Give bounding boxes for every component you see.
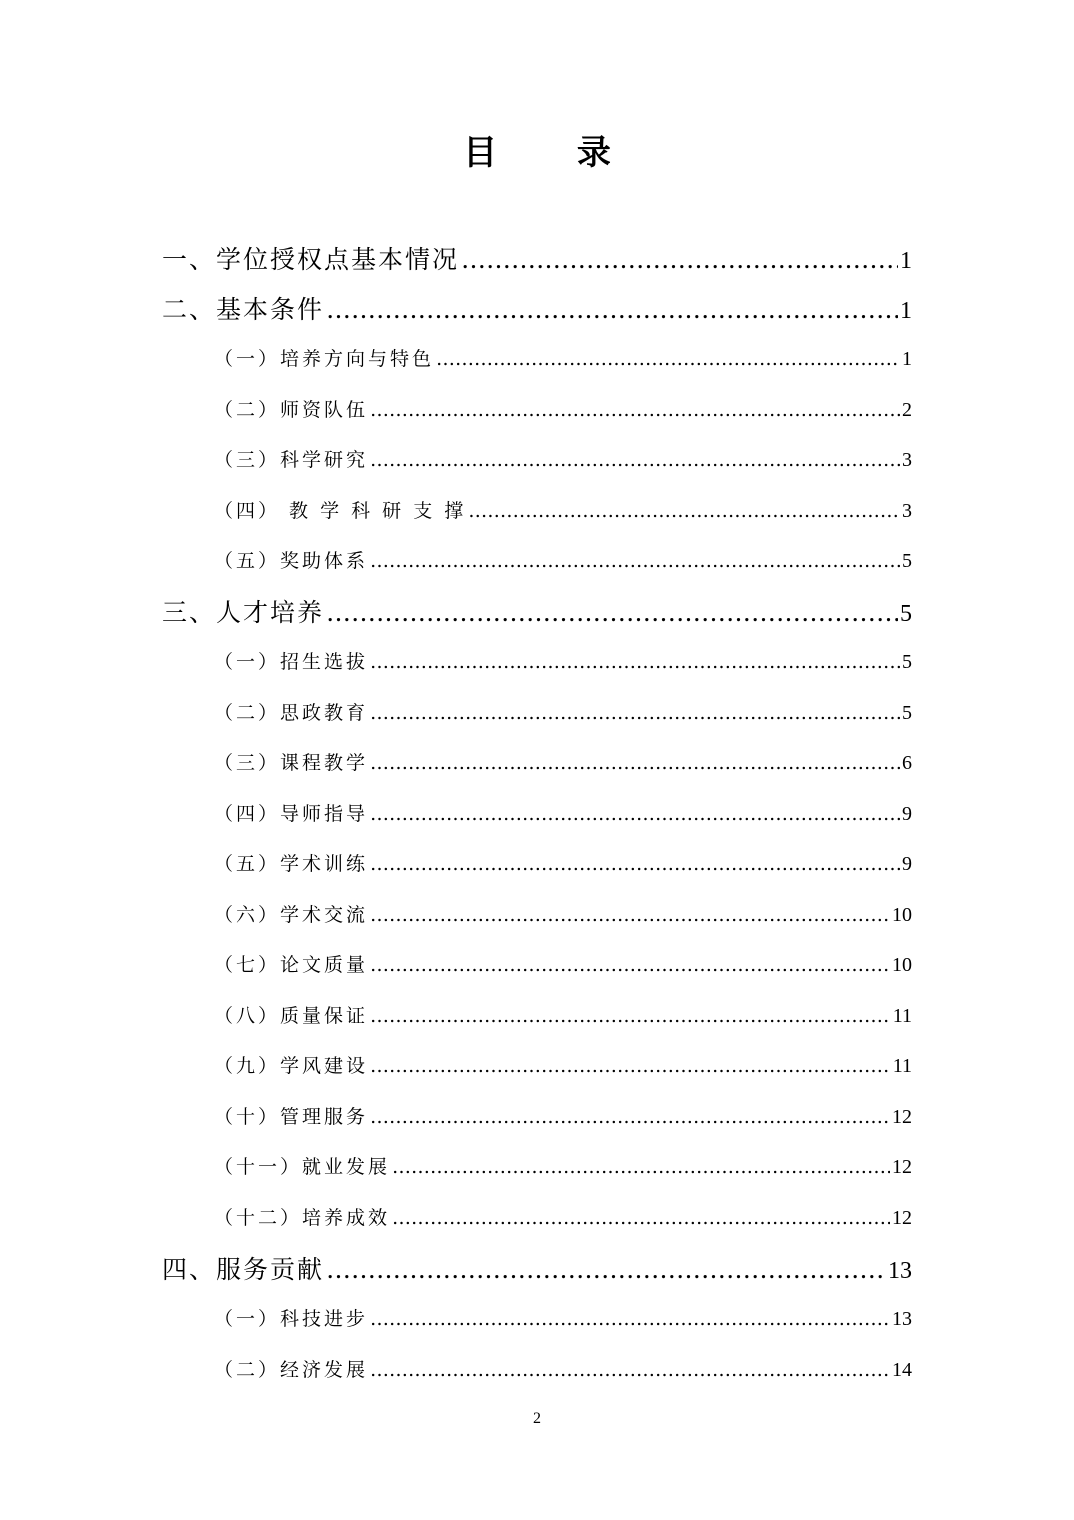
toc-entry-label: （二）经济发展 <box>214 1359 369 1381</box>
toc-leader <box>370 449 900 471</box>
toc-entry[interactable] <box>214 900 912 934</box>
toc-leader <box>370 1106 890 1128</box>
toc-entry-page: 5 <box>902 550 912 572</box>
toc-entry-label: （三）课程教学 <box>214 752 369 774</box>
toc-entry-page: 12 <box>892 1207 912 1229</box>
toc-entry-label: （一）科技进步 <box>214 1308 369 1330</box>
toc-entry-page: 9 <box>902 853 912 875</box>
toc-entry-label: （十）管理服务 <box>214 1106 369 1128</box>
toc-entry-page: 10 <box>892 904 912 926</box>
toc-entry-page: 11 <box>892 1055 912 1077</box>
toc-entry[interactable] <box>214 849 912 883</box>
toc-entry-page: 1 <box>900 248 912 274</box>
toc-entry-label: （十一）就业发展 <box>214 1156 391 1178</box>
toc-entry-label: （五）奖助体系 <box>214 550 369 572</box>
toc-leader <box>370 399 900 421</box>
toc-leader <box>326 1255 886 1284</box>
toc-entry-page: 1 <box>900 298 912 324</box>
toc-entry-page: 3 <box>902 449 912 471</box>
toc-entry[interactable] <box>214 799 912 833</box>
toc-entry[interactable] <box>214 496 912 530</box>
toc-entry-page: 12 <box>892 1106 912 1128</box>
toc-entry-label: 一、学位授权点基本情况 <box>162 245 460 274</box>
toc-entry-label: （二）思政教育 <box>214 702 369 724</box>
toc-entry-label: （九）学风建设 <box>214 1055 369 1077</box>
toc-entry[interactable] <box>162 1250 912 1290</box>
toc-entry[interactable] <box>214 546 912 580</box>
toc-entry[interactable] <box>162 290 912 330</box>
toc-entry-page: 9 <box>902 803 912 825</box>
toc-leader <box>370 1308 890 1330</box>
toc-entry[interactable] <box>214 1304 912 1338</box>
toc-entry-page: 5 <box>900 601 912 627</box>
toc-leader <box>436 348 900 370</box>
toc-leader <box>392 1207 890 1229</box>
toc-entry-label: （五）学术训练 <box>214 853 369 875</box>
toc-entry-label: （一）培养方向与特色 <box>214 348 435 370</box>
toc-entry-label: （十二）培养成效 <box>214 1207 391 1229</box>
toc-entry-page: 14 <box>892 1359 912 1381</box>
toc-entry-page: 11 <box>892 1005 912 1027</box>
toc-entry-page: 1 <box>902 348 912 370</box>
toc-entry-label: 二、基本条件 <box>162 295 325 324</box>
toc-leader <box>370 803 900 825</box>
toc-entry-label: （三）科学研究 <box>214 449 369 471</box>
toc-entry[interactable] <box>214 1203 912 1237</box>
toc-leader <box>370 954 890 976</box>
toc-entry[interactable] <box>214 1051 912 1085</box>
toc-entry-page: 5 <box>902 702 912 724</box>
toc-entry-label: （二）师资队伍 <box>214 399 369 421</box>
toc-leader <box>326 295 898 324</box>
toc-entry[interactable] <box>214 1152 912 1186</box>
toc-entry-page: 2 <box>902 399 912 421</box>
toc-entry-page: 10 <box>892 954 912 976</box>
toc-leader <box>370 1055 891 1077</box>
toc-entry-label: （六）学术交流 <box>214 904 369 926</box>
toc-entry[interactable] <box>214 748 912 782</box>
toc-entry[interactable] <box>214 445 912 479</box>
toc-leader <box>326 598 898 627</box>
toc-leader <box>370 550 900 572</box>
toc-entry-label: （七）论文质量 <box>214 954 369 976</box>
toc-leader <box>370 702 900 724</box>
toc-entry-page: 5 <box>902 651 912 673</box>
toc-entry[interactable] <box>214 1355 912 1389</box>
toc-entry[interactable] <box>214 1001 912 1035</box>
toc-entry-label: 四、服务贡献 <box>162 1255 325 1284</box>
toc-entry-page: 6 <box>902 752 912 774</box>
toc-entry-page: 13 <box>888 1258 912 1284</box>
toc-entry-label: （八）质量保证 <box>214 1005 369 1027</box>
toc-leader <box>468 500 900 522</box>
toc-leader <box>370 1359 890 1381</box>
toc-leader <box>370 752 900 774</box>
toc-entry[interactable] <box>162 240 912 280</box>
toc-entry[interactable] <box>214 698 912 732</box>
toc-leader <box>370 904 890 926</box>
toc-entry[interactable] <box>214 344 912 378</box>
toc-entry[interactable] <box>162 593 912 633</box>
toc-entry-label: （四） 教 学 科 研 支 撑 <box>214 500 467 522</box>
toc-entry-label: （一）招生选拔 <box>214 651 369 673</box>
toc-entry-page: 12 <box>892 1156 912 1178</box>
toc-entry-page: 13 <box>892 1308 912 1330</box>
toc-leader <box>461 245 898 274</box>
toc-leader <box>370 651 900 673</box>
toc-leader <box>370 1005 891 1027</box>
toc-title: 目 录 <box>463 133 645 173</box>
toc-entry[interactable] <box>214 395 912 429</box>
toc-entry-page: 3 <box>902 500 912 522</box>
toc-entry-label: 三、人才培养 <box>162 598 325 627</box>
page-number: 2 <box>533 1410 541 1427</box>
toc-entry-label: （四）导师指导 <box>214 803 369 825</box>
toc-leader <box>392 1156 890 1178</box>
toc-entry[interactable] <box>214 1102 912 1136</box>
toc-entry[interactable] <box>214 950 912 984</box>
toc-leader <box>370 853 900 875</box>
toc-entry[interactable] <box>214 647 912 681</box>
